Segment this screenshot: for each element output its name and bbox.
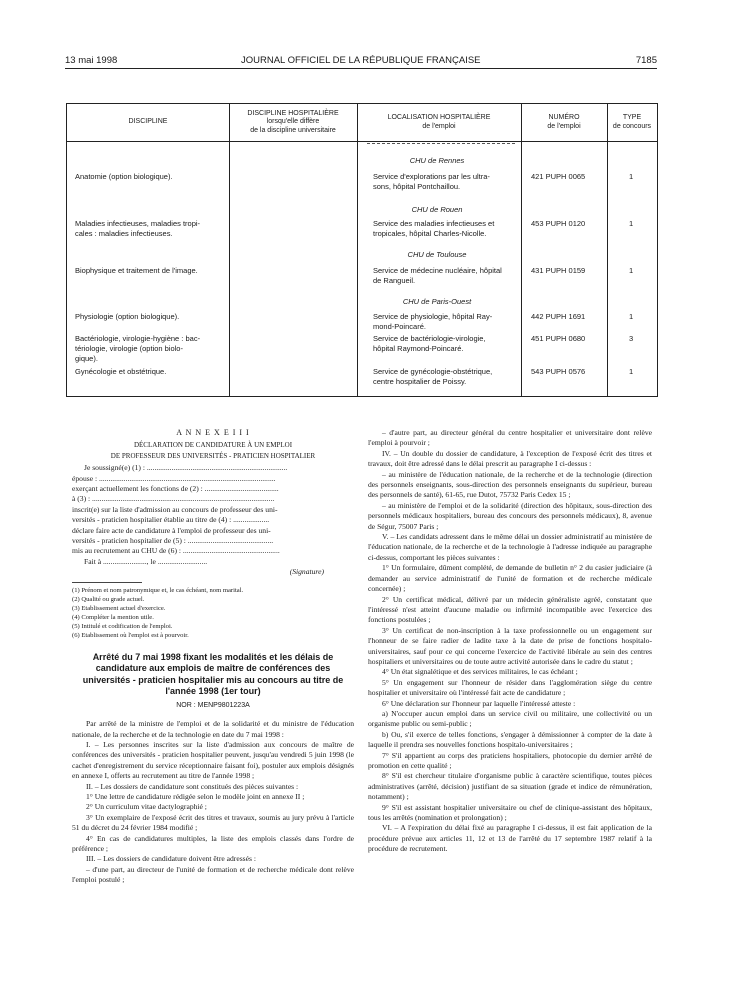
declaration-title-line2: DE PROFESSEUR DES UNIVERSITÉS - PRATICIEN HOSPITALIER bbox=[110, 451, 316, 460]
paragraph: 4° Un état signalétique et des services militaires, le cas échéant ; bbox=[382, 667, 578, 677]
form-line: versités - praticien hospitalier établie au titre de (4) : ................... bbox=[72, 515, 270, 525]
paragraph: V. – Les candidats adressent dans le même délai un dossier administratif au ministère de l'éducation nationale, de la recherche et de la technologie à l'adresse indiquée au paragraphe ci-dessus, comportant les pièces suivantes : bbox=[368, 532, 652, 562]
annexe-title: A N N E X E I I I bbox=[176, 428, 250, 437]
paragraph: 5° Un engagement sur l'honneur de résider dans l'agglomération siège du centre hospitalier et universitaire où l'intéressé fait acte de candidature ; bbox=[368, 677, 652, 698]
th-numero: NUMÉRO de l'emploi bbox=[547, 114, 581, 130]
form-line: Je soussigné(e) (1) : .......................................................................... bbox=[84, 463, 288, 473]
form-line: exerçant actuellement les fonctions de (2) : ....................................... bbox=[72, 484, 279, 494]
cell-localisation: Service de gynécologie-obstétrique, centre hospitalier de Poissy. bbox=[373, 367, 493, 386]
cell-discipline: Anatomie (option biologique). bbox=[75, 172, 173, 181]
paragraph: 7° S'il appartient au corps des praticiens hospitaliers, photocopie du dernier arrêté de promotion en cette qualité ; bbox=[368, 750, 652, 770]
table-header bbox=[67, 104, 657, 142]
table-divider bbox=[607, 104, 608, 396]
paragraph: IV. – Un double du dossier de candidature, à l'exception de l'exposé écrit des titres et travaux, doit être adressé dans le délai prescrit au paragraphe I ci-dessus : bbox=[368, 448, 652, 469]
cell-discipline: Gynécologie et obstétrique. bbox=[75, 367, 167, 376]
city-label: CHU de Paris-Ouest bbox=[402, 297, 472, 306]
cell-localisation: Service de physiologie, hôpital Ray- mond-Poincaré. bbox=[373, 312, 493, 331]
paragraph: – d'une part, au directeur de l'unité de formation et de recherche médicale dont relève l'emploi postulé ; bbox=[72, 864, 354, 885]
paragraph: Par arrêté de la ministre de l'emploi et de la solidarité et du ministre de l'éducation nationale, de la recherche et de la technologie en date du 7 mai 1998 : bbox=[72, 719, 354, 739]
arrete-title: Arrêté du 7 mai 1998 fixant les modalités et les délais de candidature aux emplois de maître de conférences des universités - praticien hospitalier mis au concours au titre de l'année 1998 (1er tour) bbox=[82, 651, 344, 697]
paragraph: a) N'occuper aucun emploi dans un service civil ou militaire, une collectivité ou un organisme public ou semi-public ; bbox=[368, 708, 652, 729]
cell-localisation: Service des maladies infectieuses et tropicales, hôpital Charles-Nicolle. bbox=[373, 219, 495, 238]
paragraph: 6° Une déclaration sur l'honneur par laquelle l'intéressé atteste : bbox=[382, 698, 576, 708]
paragraph: VI. – A l'expiration du délai fixé au paragraphe I ci-dessus, il est fait application de la procédure prévue aux articles 11, 12 et 13 de l'arrêté du 17 septembre 1987 relatif à la procédure de recrutement. bbox=[368, 823, 652, 854]
paragraph: 4° En cas de candidatures multiples, la liste des emplois classés dans l'ordre de préférence ; bbox=[72, 833, 354, 853]
cell-discipline: Maladies infectieuses, maladies tropi- cales : maladies infectieuses. bbox=[75, 219, 201, 238]
cell-localisation: Service de médecine nucléaire, hôpital de Rangueil. bbox=[373, 266, 502, 285]
cell-numero: 442 PUPH 1691 bbox=[531, 312, 586, 321]
city-label: CHU de Toulouse bbox=[407, 250, 467, 259]
table-divider bbox=[521, 104, 522, 396]
paragraph: 2° Un curriculum vitae dactylographié ; bbox=[86, 802, 207, 812]
form-line: déclare faire acte de candidature à l'emploi de professeur des uni- bbox=[72, 525, 271, 535]
cell-numero: 453 PUPH 0120 bbox=[531, 219, 586, 228]
footnote: (5) Intitulé et codification de l'emploi. bbox=[72, 622, 173, 630]
cell-type: 3 bbox=[629, 334, 634, 343]
table-dash-separator bbox=[367, 143, 515, 144]
cell-type: 1 bbox=[629, 219, 634, 228]
th-discipline: DISCIPLINE bbox=[128, 118, 168, 126]
paragraph: 2° Un certificat médical, délivré par un médecin généraliste agréé, constatant que l'intéressé n'est atteint d'aucune maladie ou infirmité incompatible avec l'exercice des fonctions postulées ; bbox=[368, 594, 652, 625]
paragraph: 1° Un formulaire, dûment complété, de demande de bulletin n° 2 du casier judiciaire (à demander au service administratif de l'unité de formation et de recherche médicale concernée) ; bbox=[368, 563, 652, 594]
paragraph: III. – Les dossiers de candidature doivent être adressés : bbox=[86, 854, 256, 864]
cell-discipline: Physiologie (option biologique). bbox=[75, 312, 180, 321]
header-journal-title: JOURNAL OFFICIEL DE LA RÉPUBLIQUE FRANÇAISE bbox=[241, 55, 481, 66]
form-line: à (3) : ................................................................................................ bbox=[72, 494, 275, 504]
form-line: Fait à ......................., le .......................... bbox=[84, 556, 208, 566]
signature-label: (Signature) bbox=[289, 567, 324, 577]
table-divider bbox=[357, 104, 358, 396]
th-localisation: LOCALISATION HOSPITALIÈRE de l'emploi bbox=[387, 114, 491, 130]
footnote: (6) Etablissement où l'emploi est à pourvoir. bbox=[72, 631, 189, 639]
cell-type: 1 bbox=[629, 367, 634, 376]
cell-numero: 421 PUPH 0065 bbox=[531, 172, 586, 181]
right-column bbox=[368, 428, 652, 855]
header-date: 13 mai 1998 bbox=[65, 55, 118, 66]
positions-table bbox=[66, 103, 658, 397]
footnote: (2) Qualité ou grade actuel. bbox=[72, 595, 145, 603]
paragraph: 1° Une lettre de candidature rédigée selon le modèle joint en annexe II ; bbox=[86, 791, 305, 801]
paragraph: – d'autre part, au directeur général du centre hospitalier et universitaire dont relève l'emploi à pourvoir ; bbox=[368, 428, 652, 448]
paragraph: 3° Un certificat de non-inscription à la taxe professionnelle ou un engagement sur l'honneur de se faire radier de ladite taxe à la date de prise de fonctions hospitalo-universitaires, sauf pour ce qui concerne l'exercice de l'activité libérale au sein des centres hospitaliers et universitaires ou de toute autre activité autorisée dans le cadre du statut ; bbox=[368, 625, 652, 666]
cell-type: 1 bbox=[629, 312, 634, 321]
footnote-rule bbox=[72, 582, 142, 583]
city-label: CHU de Rennes bbox=[409, 156, 465, 165]
footnote: (1) Prénom et nom patronymique et, le cas échéant, nom marital. bbox=[72, 586, 244, 594]
declaration-title-line1: DÉCLARATION DE CANDIDATURE À UN EMPLOI bbox=[133, 441, 293, 450]
header-page-number: 7185 bbox=[635, 55, 657, 66]
cell-numero: 451 PUPH 0680 bbox=[531, 334, 586, 343]
nor-reference: NOR : MENP9801223A bbox=[176, 701, 250, 709]
form-line: versités - praticien hospitalier de (5) : ............................................. bbox=[72, 536, 274, 546]
header-rule bbox=[65, 68, 657, 69]
paragraph: 3° Un exemplaire de l'exposé écrit des titres et travaux, soumis au jury prévu à l'article 51 du décret du 24 février 1984 modifié ; bbox=[72, 812, 354, 833]
th-discipline-hospitaliere: DISCIPLINE HOSPITALIÈRE lorsqu'elle diffère de la discipline universitaire bbox=[247, 109, 339, 134]
paragraph: – au ministère de l'emploi et de la solidarité (direction des hôpitaux, sous-direction des personnels médicaux hospitaliers, bureau des concours des personnels médicaux), 8, avenue de Ségur, 75007 Paris ; bbox=[368, 500, 652, 531]
cell-discipline: Bactériologie, virologie-hygiène : bac- tériologie, virologie (option biolo- gique). bbox=[75, 334, 201, 363]
cell-discipline: Biophysique et traitement de l'image. bbox=[75, 266, 198, 275]
footnote: (3) Etablissement actuel d'exercice. bbox=[72, 604, 166, 612]
paragraph: II. – Les dossiers de candidature sont constitués des pièces suivantes : bbox=[86, 781, 299, 791]
form-line: épouse : ............................................................................................. bbox=[72, 473, 276, 483]
paragraph: 9° S'il est assistant hospitalier universitaire ou chef de clinique-assistant des hôpitaux, tous les arrêtés (nomination et prolongation) ; bbox=[368, 802, 652, 823]
cell-type: 1 bbox=[629, 172, 634, 181]
cell-type: 1 bbox=[629, 266, 634, 275]
left-column bbox=[72, 428, 354, 886]
form-line: inscrit(e) sur la liste d'admission au concours de professeur des uni- bbox=[72, 504, 278, 514]
cell-localisation: Service d'explorations par les ultra- sons, hôpital Pontchaillou. bbox=[373, 172, 490, 191]
footnote: (4) Compléter la mention utile. bbox=[72, 613, 154, 621]
th-type: TYPE de concours bbox=[612, 114, 652, 130]
cell-numero: 543 PUPH 0576 bbox=[531, 367, 586, 376]
paragraph: 8° S'il est chercheur titulaire d'organisme public à caractère scientifique, toutes pièces administratives (arrêté, décision) justifiant de sa situation (grade et indice de rémunération, notamment) ; bbox=[368, 771, 652, 802]
paragraph: I. – Les personnes inscrites sur la liste d'admission aux concours de maître de conférences des universités - praticien hospitalier peuvent, jusqu'au vendredi 5 juin 1998 (le cachet d'enregistrement du service réceptionnaire faisant foi), postuler aux emplois désignés en annexe I, offerts au recrutement au titre de l'année 1998 ; bbox=[72, 739, 354, 781]
city-label: CHU de Rouen bbox=[411, 205, 463, 214]
cell-localisation: Service de bactériologie-virologie, hôpital Raymond-Poincaré. bbox=[373, 334, 486, 353]
cell-numero: 431 PUPH 0159 bbox=[531, 266, 586, 275]
paragraph: – au ministère de l'éducation nationale, de la recherche et de la technologie (direction des personnels enseignants, sous-direction des personnels enseignants du supérieur, bureau des personnels de santé), 61-65, rue Dutot, 75732 Paris Cedex 15 ; bbox=[368, 469, 652, 500]
table-divider bbox=[229, 104, 230, 396]
page-header bbox=[65, 55, 657, 69]
paragraph: b) Ou, s'il exerce de telles fonctions, s'engager à démissionner à compter de la date à laquelle il prendra ses nouvelles fonctions hospitalo-universitaires ; bbox=[368, 729, 652, 750]
form-line: mis au recrutement au CHU de (6) : ................................................... bbox=[72, 546, 280, 556]
